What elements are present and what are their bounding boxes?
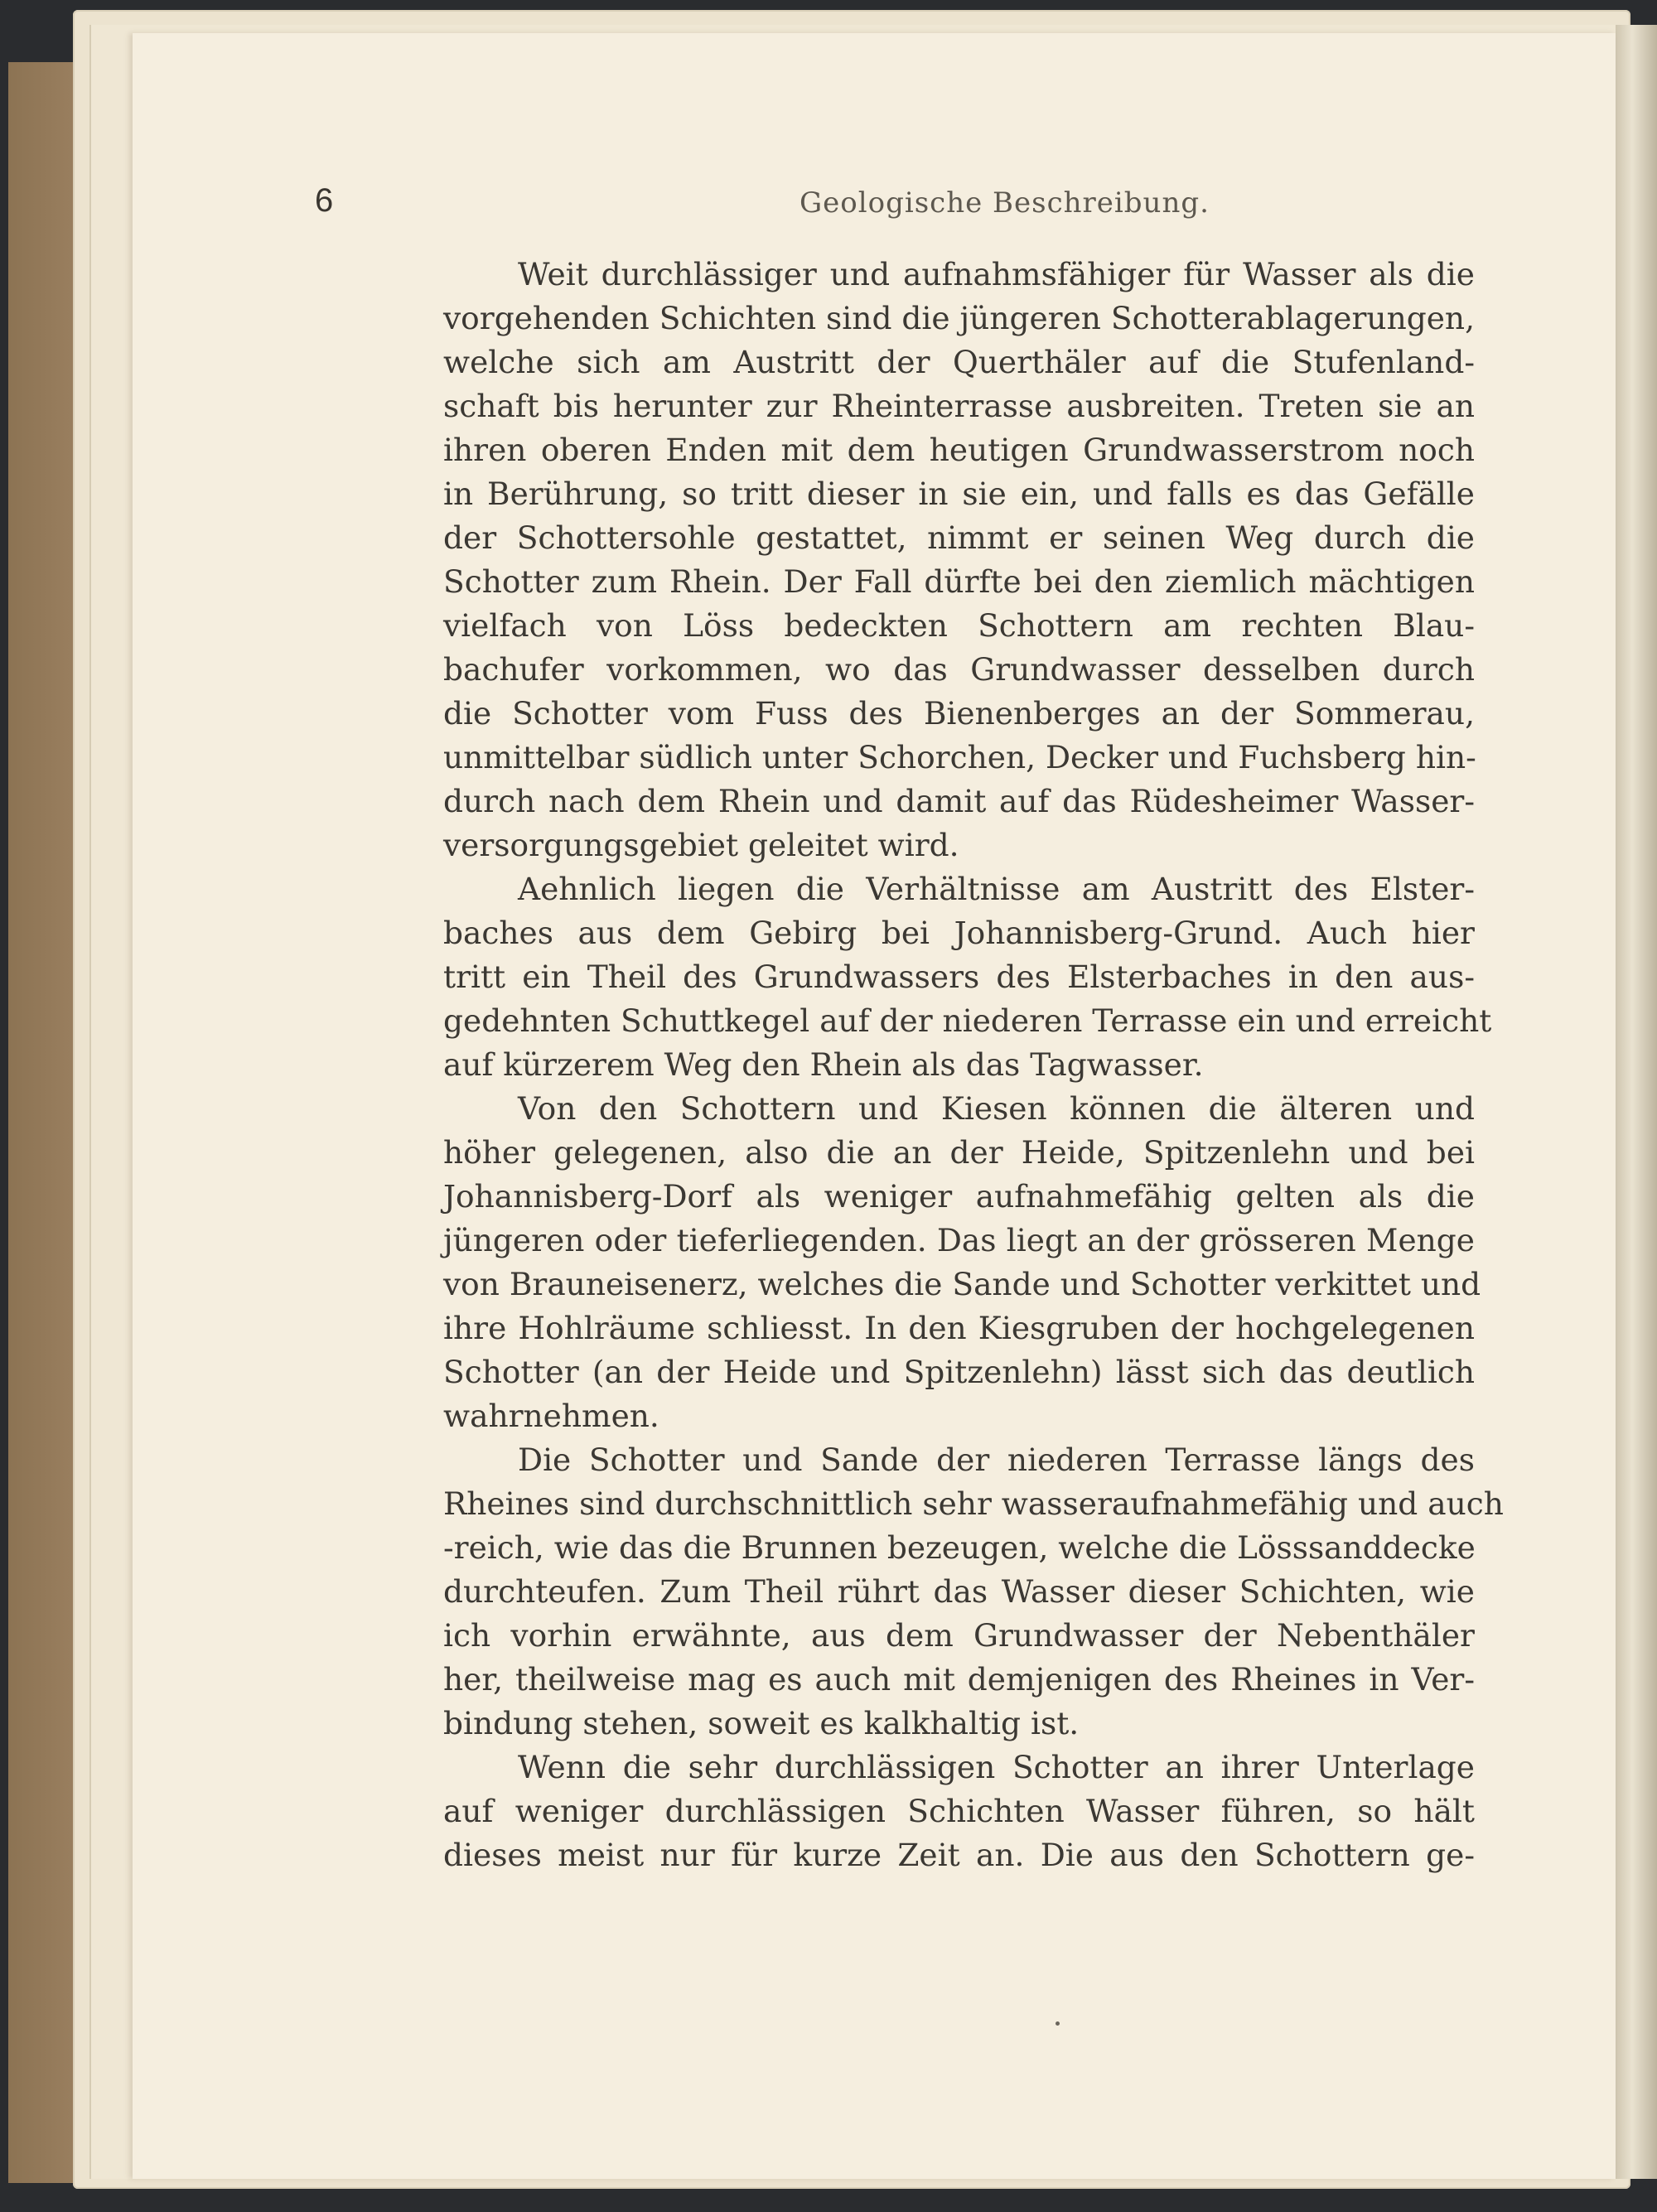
text-line-28: Die Schotter und Sande der niederen Terrasse längs des	[518, 1442, 1475, 1478]
text-line-21: höher gelegenen, also die an der Heide, Spitzenlehn und bei	[443, 1134, 1475, 1171]
text-line-24: von Brauneisenerz, welches die Sande und Schotter verkittet und	[443, 1266, 1481, 1302]
text-line-31: durchteufen. Zum Theil rührt das Wasser dieser Schichten, wie	[443, 1573, 1475, 1610]
text-line-15: Aehnlich liegen die Verhältnisse am Austritt des Elster-	[518, 871, 1475, 907]
text-line-37: dieses meist nur für kurze Zeit an. Die aus den Schottern ge-	[443, 1837, 1475, 1873]
text-line-19: auf kürzerem Weg den Rhein als das Tagwasser.	[443, 1046, 1204, 1083]
text-line-12: unmittelbar südlich unter Schorchen, Decker und Fuchsberg hin-	[443, 739, 1476, 775]
facing-page-edge	[1616, 25, 1657, 2179]
text-line-5: ihren oberen Enden mit dem heutigen Grundwasserstrom noch	[443, 432, 1475, 468]
page-number: 6	[315, 182, 334, 219]
text-line-13: durch nach dem Rhein und damit auf das Rüdesheimer Wasser-	[443, 783, 1475, 819]
running-head: Geologische Beschreibung.	[800, 186, 1210, 220]
text-line-17: tritt ein Theil des Grundwassers des Elsterbaches in den aus-	[443, 959, 1475, 995]
text-line-14: versorgungsgebiet geleitet wird.	[443, 827, 959, 863]
text-line-20: Von den Schottern und Kiesen können die älteren und	[518, 1090, 1475, 1127]
text-line-11: die Schotter vom Fuss des Bienenberges an der Sommerau,	[443, 695, 1475, 732]
text-line-4: schaft bis herunter zur Rheinterrasse ausbreiten. Treten sie an	[443, 388, 1475, 424]
text-line-8: Schotter zum Rhein. Der Fall dürfte bei den ziemlich mächtigen	[443, 563, 1475, 600]
text-line-3: welche sich am Austritt der Querthäler auf die Stufenland-	[443, 344, 1475, 380]
text-line-23: jüngeren oder tieferliegenden. Das liegt an der grösseren Menge	[443, 1222, 1475, 1258]
text-line-34: bindung stehen, soweit es kalkhaltig ist.	[443, 1705, 1080, 1741]
text-line-29: Rheines sind durchschnittlich sehr wasseraufnahmefähig und auch	[443, 1485, 1504, 1522]
text-line-10: bachufer vorkommen, wo das Grundwasser desselben durch	[443, 651, 1475, 688]
text-line-9: vielfach von Löss bedeckten Schottern am rechten Blau-	[443, 607, 1475, 644]
text-line-25: ihre Hohlräume schliesst. In den Kiesgruben der hochgelegenen	[443, 1310, 1475, 1346]
text-line-18: gedehnten Schuttkegel auf der niederen Terrasse ein und erreicht	[443, 1002, 1492, 1039]
text-line-30: -reich, wie das die Brunnen bezeugen, welche die Lösssanddecke	[443, 1529, 1476, 1566]
text-line-6: in Berührung, so tritt dieser in sie ein, und falls es das Gefälle	[443, 476, 1475, 512]
text-line-16: baches aus dem Gebirg bei Johannisberg-Grund. Auch hier	[443, 915, 1475, 951]
text-line-7: der Schottersohle gestattet, nimmt er seinen Weg durch die	[443, 519, 1475, 556]
text-line-26: Schotter (an der Heide und Spitzenlehn) lässt sich das deutlich	[443, 1354, 1475, 1390]
text-line-36: auf weniger durchlässigen Schichten Wasser führen, so hält	[443, 1793, 1475, 1829]
text-line-22: Johannisberg-Dorf als weniger aufnahmefähig gelten als die	[443, 1178, 1475, 1215]
text-line-32: ich vorhin erwähnte, aus dem Grundwasser der Nebenthäler	[443, 1617, 1475, 1654]
text-line-2: vorgehenden Schichten sind die jüngeren Schotterablagerungen,	[443, 300, 1475, 336]
paper-speck	[1056, 2021, 1060, 2026]
text-line-1: Weit durchlässiger und aufnahmsfähiger für Wasser als die	[518, 256, 1475, 292]
text-line-33: her, theilweise mag es auch mit demjenigen des Rheines in Ver-	[443, 1661, 1475, 1698]
text-line-27: wahrnehmen.	[443, 1398, 659, 1434]
text-line-35: Wenn die sehr durchlässigen Schotter an ihrer Unterlage	[518, 1749, 1475, 1785]
